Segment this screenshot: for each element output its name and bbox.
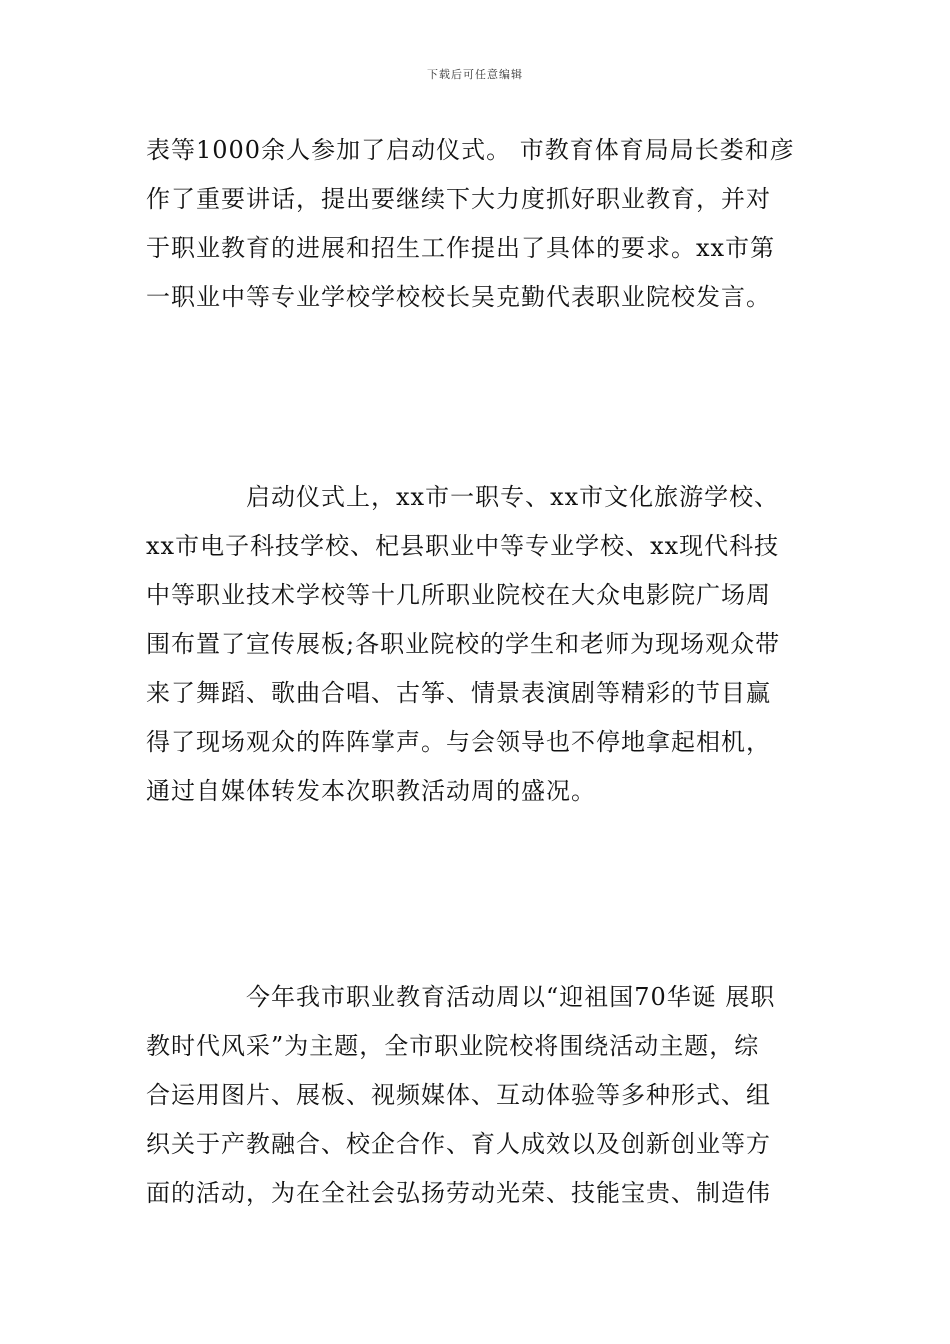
paragraph-1-line-2: 作了重要讲话，提出要继续下大力度抓好职业教育，并对 [146, 185, 771, 213]
page-header: 下载后可任意编辑 [427, 68, 523, 81]
paragraph-3-line-2: 教时代风采”为主题，全市职业院校将围绕活动主题，综 [146, 1032, 760, 1060]
paragraph-3-line-3: 合运用图片、展板、视频媒体、互动体验等多种形式、组 [146, 1081, 771, 1109]
paragraph-2-line-4: 围布置了宣传展板;各职业院校的学生和老师为现场观众带 [146, 630, 781, 658]
paragraph-3-line-4: 织关于产教融合、校企合作、育人成效以及创新创业等方 [146, 1130, 771, 1158]
paragraph-1-line-3: 于职业教育的进展和招生工作提出了具体的要求。xx市第 [146, 234, 776, 262]
paragraph-2-line-1: 启动仪式上，xx市一职专、xx市文化旅游学校、 [246, 483, 780, 511]
paragraph-1-line-4: 一职业中等专业学校学校校长吴克勤代表职业院校发言。 [146, 283, 771, 311]
paragraph-3-line-1: 今年我市职业教育活动周以“迎祖国70华诞 展职 [246, 983, 776, 1011]
paragraph-2-line-2: xx市电子科技学校、杞县职业中等专业学校、xx现代科技 [146, 532, 780, 560]
paragraph-3-line-5: 面的活动，为在全社会弘扬劳动光荣、技能宝贵、制造伟 [146, 1179, 771, 1207]
paragraph-2-line-3: 中等职业技术学校等十几所职业院校在大众电影院广场周 [146, 581, 771, 609]
paragraph-2-line-6: 得了现场观众的阵阵掌声。与会领导也不停地拿起相机， [146, 728, 771, 756]
paragraph-1-line-1: 表等1000余人参加了启动仪式。 市教育体育局局长娄和彦 [146, 136, 795, 164]
paragraph-2-line-5: 来了舞蹈、歌曲合唱、古筝、情景表演剧等精彩的节目赢 [146, 679, 771, 707]
paragraph-2-line-7: 通过自媒体转发本次职教活动周的盛况。 [146, 777, 596, 805]
